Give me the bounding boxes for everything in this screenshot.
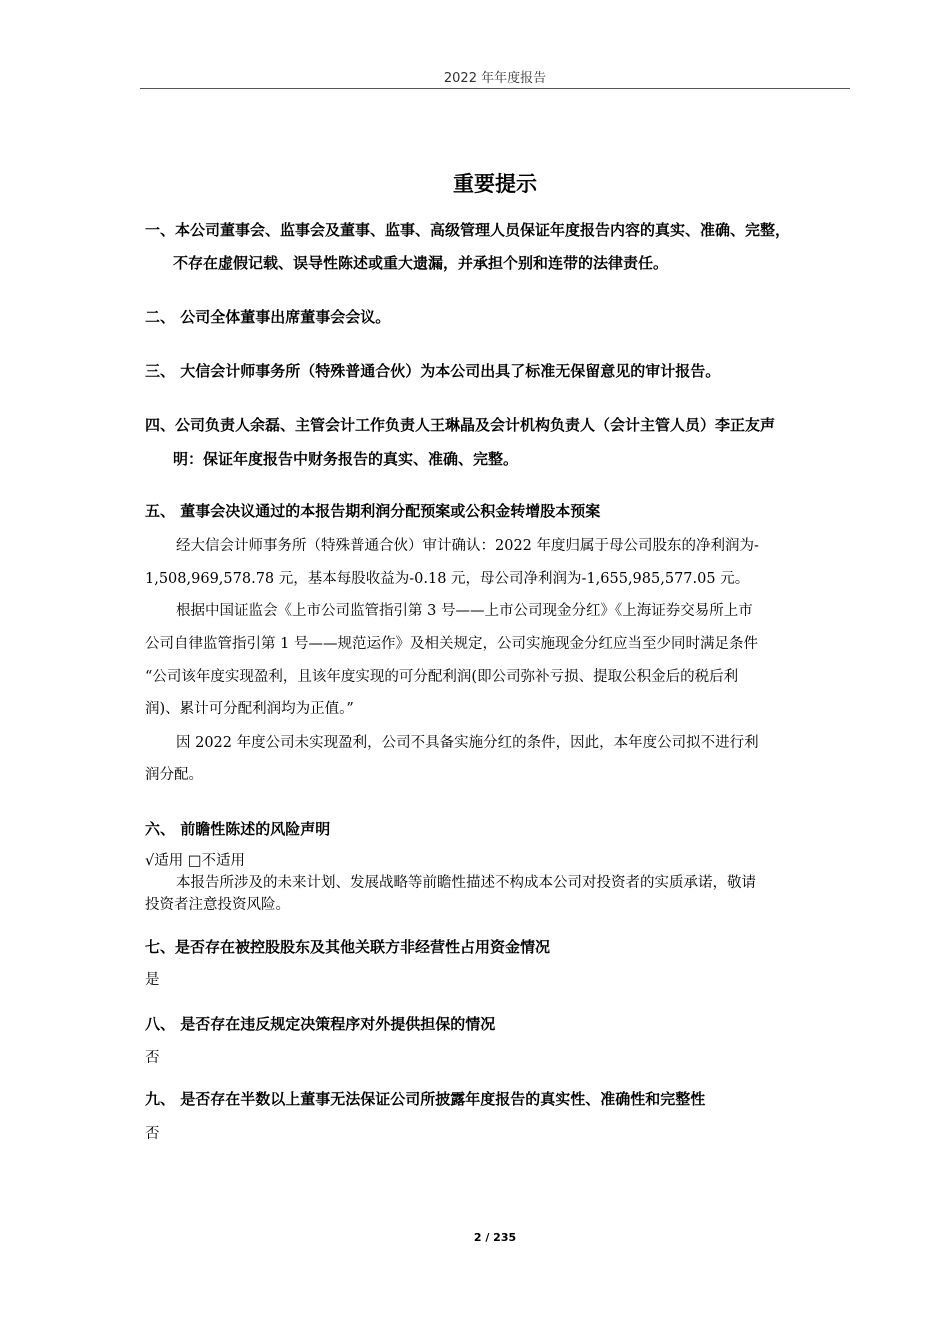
- item-5-para-2-line-3: “公司该年度实现盈利，且该年度实现的可分配利润(即公司弥补亏损、提取公积金后的税后利: [145, 669, 739, 685]
- item-6-applicability: √适用 □不适用: [145, 853, 246, 869]
- page-title: 重要提示: [453, 172, 537, 196]
- header-divider: [140, 88, 850, 89]
- item-5-para-3-line-2: 润分配。: [145, 767, 203, 783]
- item-5-para-2-line-2: 公司自律监管指引第 1 号——规范运作》及相关规定，公司实施现金分红应当至少同时满足条件: [145, 636, 758, 652]
- item-6-para-line-2: 投资者注意投资风险。: [145, 897, 290, 913]
- item-6-heading: 六、 前瞻性陈述的风险声明: [145, 820, 331, 838]
- item-9-answer: 否: [145, 1126, 160, 1142]
- item-4-line-2: 明：保证年度报告中财务报告的真实、准确、完整。: [173, 450, 519, 468]
- item-5-heading: 五、 董事会决议通过的本报告期利润分配预案或公积金转增股本预案: [145, 502, 601, 520]
- item-7-answer: 是: [145, 972, 160, 988]
- item-2: 二、 公司全体董事出席董事会会议。: [145, 308, 391, 326]
- item-8-answer: 否: [145, 1050, 160, 1066]
- item-5-para-3-line-1: 因 2022 年度公司未实现盈利，公司不具备实施分红的条件，因此，本年度公司拟不进行利: [176, 735, 759, 751]
- item-7-heading: 七、是否存在被控股股东及其他关联方非经营性占用资金情况: [145, 938, 551, 956]
- item-1-line-1: 一、本公司董事会、监事会及董事、监事、高级管理人员保证年度报告内容的真实、准确、完整，: [145, 221, 791, 239]
- item-6-para-line-1: 本报告所涉及的未来计划、发展战略等前瞻性描述不构成本公司对投资者的实质承诺，敬请: [176, 875, 756, 891]
- item-5-para-2-line-1: 根据中国证监会《上市公司监管指引第 3 号——上市公司现金分红》《上海证券交易所上市: [176, 603, 753, 619]
- item-5-para-1-line-1: 经大信会计师事务所（特殊普通合伙）审计确认：2022 年度归属于母公司股东的净利润为-: [176, 538, 759, 554]
- item-4-line-1: 四、公司负责人余磊、主管会计工作负责人王琳晶及会计机构负责人（会计主管人员）李正友声: [145, 416, 776, 434]
- item-1-line-2: 不存在虚假记载、误导性陈述或重大遗漏，并承担个别和连带的法律责任。: [173, 254, 669, 272]
- item-5-para-2-line-4: 润)、累计可分配利润均为正值。”: [145, 701, 354, 717]
- item-9-heading: 九、 是否存在半数以上董事无法保证公司所披露年度报告的真实性、准确性和完整性: [145, 1090, 706, 1108]
- page-number: 2 / 235: [473, 1231, 517, 1244]
- report-header-title: 2022 年年度报告: [443, 71, 547, 86]
- item-8-heading: 八、 是否存在违反规定决策程序对外提供担保的情况: [145, 1015, 496, 1033]
- item-5-para-1-line-2: 1,508,969,578.78 元，基本每股收益为-0.18 元，母公司净利润为-1,655,985,577.05 元。: [145, 571, 750, 587]
- item-3: 三、 大信会计师事务所（特殊普通合伙）为本公司出具了标准无保留意见的审计报告。: [145, 362, 721, 380]
